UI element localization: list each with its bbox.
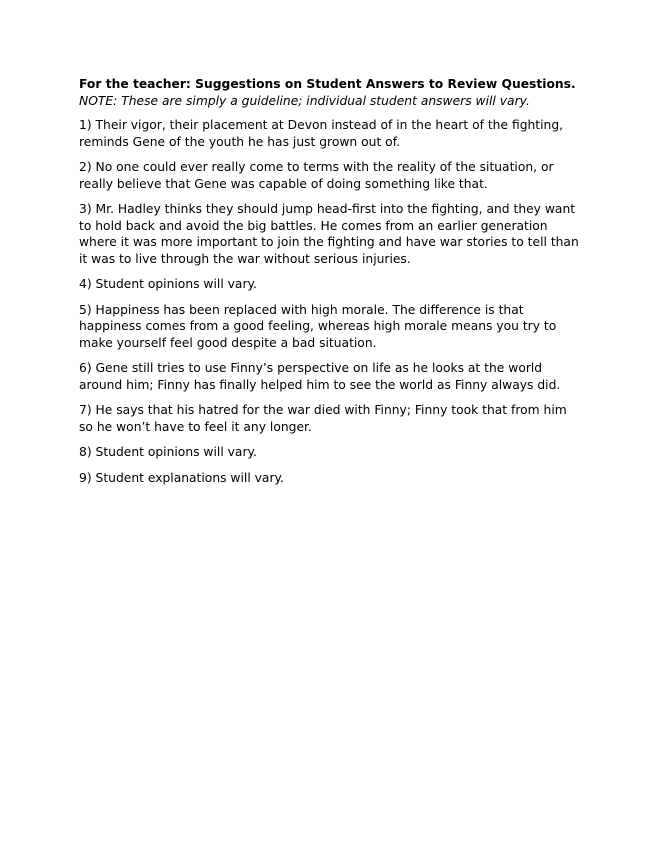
answer-7: 7) He says that his hatred for the war died with Finny; Finny took that from him so he won’t have to feel it any longer. [79,403,567,434]
answer-5: 5) Happiness has been replaced with high morale. The difference is that happiness comes from a good feeling, whereas high morale means you try to make yourself feel good despite a bad situation. [79,302,557,350]
document-title: For the teacher: Suggestions on Student Answers to Review Questions. [79,77,576,91]
answer-9: 9) Student explanations will vary. [79,470,284,485]
answer-3: 3) Mr. Hadley thinks they should jump head-first into the fighting, and they want to hold back and avoid the big battles. He comes from an earlier generation where it was more important to join the fighting and have war stories to tell than it was to live through the war without serious injuries. [79,202,579,266]
answer-8: 8) Student opinions will vary. [79,445,257,459]
answer-6: 6) Gene still tries to use Finny’s perspective on life as he looks at the world around him; Finny has finally helped him to see the world as Finny always did. [79,361,561,392]
document-note: NOTE: These are simply a guideline; individual student answers will vary. [79,93,530,108]
answer-4: 4) Student opinions will vary. [79,277,257,291]
answer-1: 1) Their vigor, their placement at Devon instead of in the heart of the fighting, reminds Gene of the youth he has just grown out of. [79,118,564,149]
answer-2: 2) No one could ever really come to terms with the reality of the situation, or really believe that Gene was capable of doing something like that. [79,160,554,191]
document-page [79,76,584,495]
